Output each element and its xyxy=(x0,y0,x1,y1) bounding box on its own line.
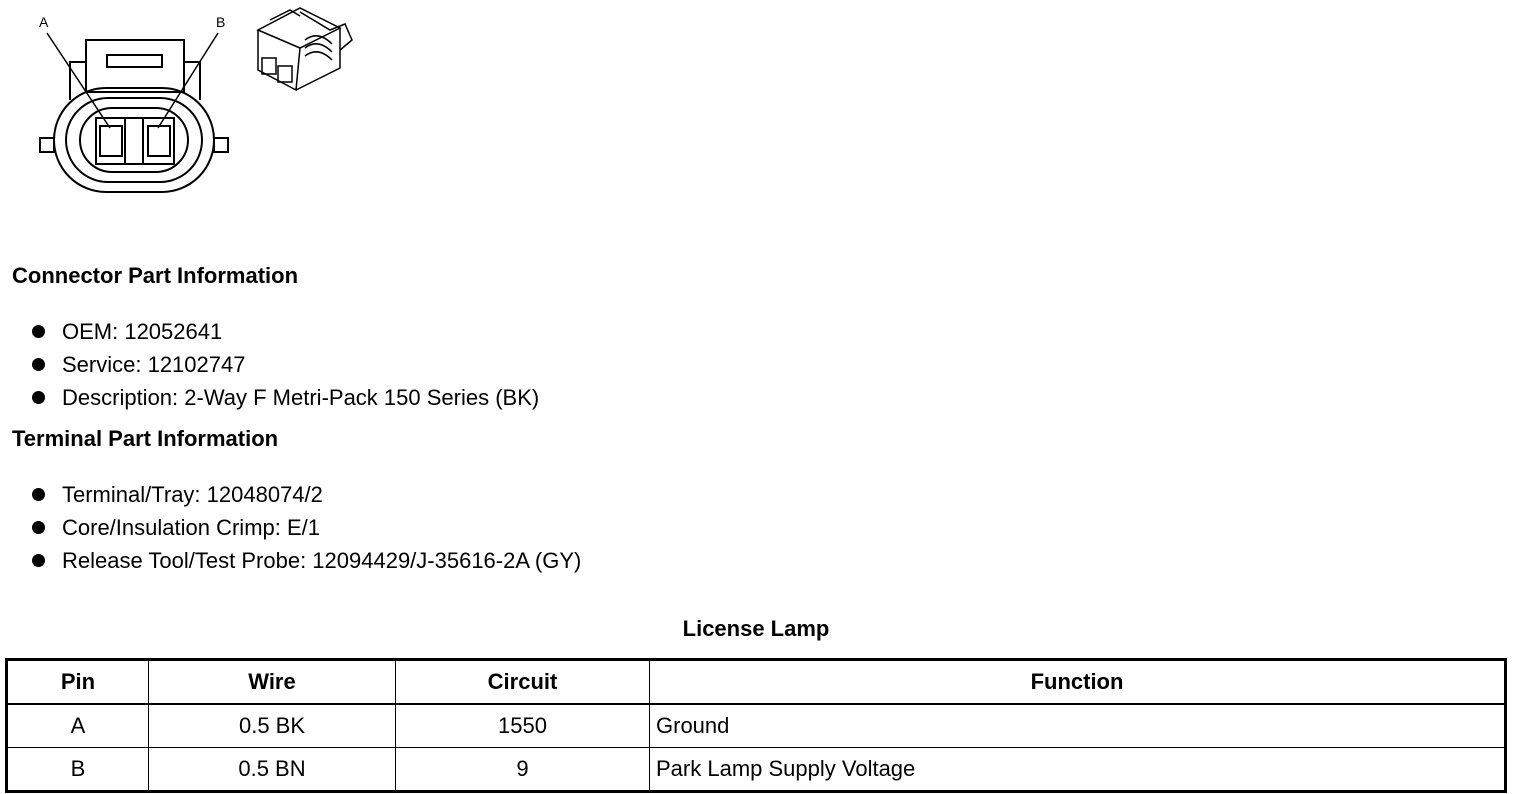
table-header-row xyxy=(7,660,1506,705)
cell-circuit: 9 xyxy=(396,748,650,792)
cell-circuit: 1550 xyxy=(396,704,650,748)
connector-face-diagram xyxy=(0,0,380,210)
connector-part-info-heading: Connector Part Information xyxy=(12,263,299,288)
connector-isometric-illustration xyxy=(258,8,352,90)
pin-b-label: B xyxy=(216,14,226,30)
list-item: Service: 12102747 xyxy=(30,348,539,381)
bullet-icon xyxy=(32,488,45,501)
cell-function: Ground xyxy=(650,704,1506,748)
table-row xyxy=(7,748,1506,792)
pin-table xyxy=(5,658,1507,793)
bullet-icon xyxy=(32,325,45,338)
cell-pin: B xyxy=(7,748,149,792)
bullet-icon xyxy=(32,391,45,404)
cell-wire: 0.5 BK xyxy=(149,704,396,748)
header-circuit: Circuit xyxy=(396,660,650,705)
list-item: Description: 2-Way F Metri-Pack 150 Series (BK) xyxy=(30,381,539,414)
cell-pin: A xyxy=(7,704,149,748)
terminal-part-info-list xyxy=(30,478,581,577)
header-wire: Wire xyxy=(149,660,396,705)
table-row xyxy=(7,704,1506,748)
list-item: OEM: 12052641 xyxy=(30,315,539,348)
pin-table-title: License Lamp xyxy=(682,616,830,641)
connector-part-info-list xyxy=(30,315,539,414)
bullet-icon xyxy=(32,521,45,534)
cell-wire: 0.5 BN xyxy=(149,748,396,792)
bullet-icon xyxy=(32,554,45,567)
bullet-icon xyxy=(32,358,45,371)
list-item: Core/Insulation Crimp: E/1 xyxy=(30,511,581,544)
terminal-part-info-heading: Terminal Part Information xyxy=(12,426,279,451)
cell-function: Park Lamp Supply Voltage xyxy=(650,748,1506,792)
header-pin: Pin xyxy=(7,660,149,705)
list-item: Terminal/Tray: 12048074/2 xyxy=(30,478,581,511)
header-function: Function xyxy=(650,660,1506,705)
list-item: Release Tool/Test Probe: 12094429/J-35616-2A (GY) xyxy=(30,544,581,577)
pin-a-label: A xyxy=(39,14,49,30)
